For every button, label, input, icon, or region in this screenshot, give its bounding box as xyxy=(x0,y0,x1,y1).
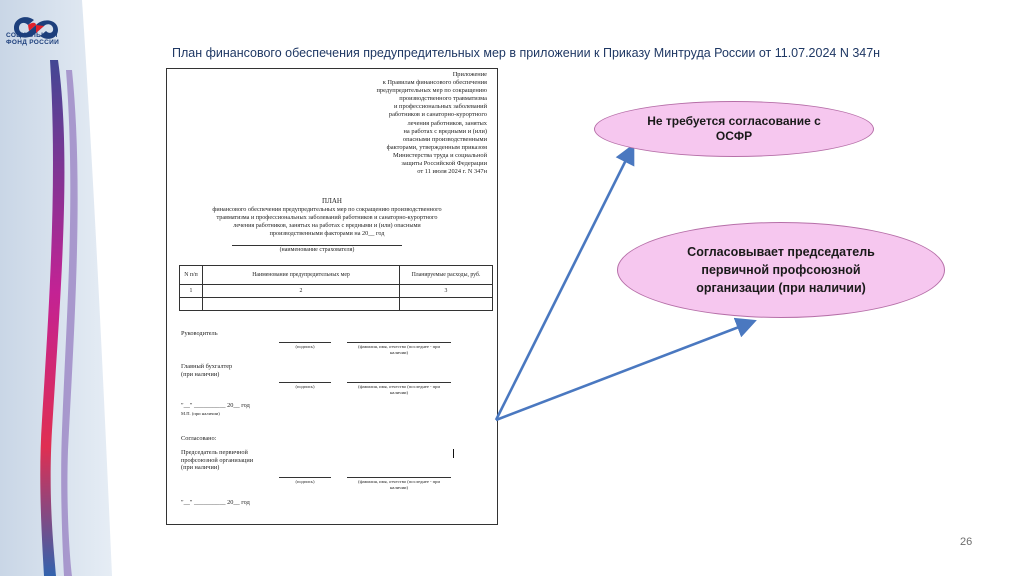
head-label: Руководитель xyxy=(181,330,218,337)
table-cell: 3 xyxy=(400,285,493,298)
table-cell: 1 xyxy=(180,285,203,298)
plan-subtitle-line: лечения работников, занятых на работах с вредными и (или) опасными xyxy=(233,221,421,229)
chairman-label-line: (при наличии) xyxy=(181,464,220,471)
plan-subtitle-line: травматизма и профессиональных заболеваний работников и санаторно-курортного xyxy=(216,213,438,221)
callout-union-approval xyxy=(617,222,945,318)
callout-union-approval-text: Согласовывает председатель первичной профсоюзной организации (при наличии) xyxy=(687,245,875,295)
appendix-line: производственного травматизма xyxy=(399,95,487,103)
name-caption-line: (фамилия, имя, отчество (последнее - при xyxy=(358,344,440,349)
name-caption-line: наличии) xyxy=(389,484,409,490)
stamp-note: М.П. (при наличии) xyxy=(181,411,220,416)
appendix-line: лечения работников, занятых xyxy=(407,119,487,127)
signature-caption: (подпись) xyxy=(295,384,315,389)
insurer-caption: (наименование страхователя) xyxy=(279,247,355,253)
appendix-line: предупредительных мер по сокращению xyxy=(376,87,487,95)
logo-line-2: ФОНД РОССИИ xyxy=(6,39,60,46)
arrow-to-bottom-callout xyxy=(496,322,752,420)
appendix-line: от 11 июля 2024 г. N 347н xyxy=(417,168,487,176)
appendix-line: и профессиональных заболеваний xyxy=(394,103,487,111)
appendix-line: на работах с вредными и (или) xyxy=(403,127,487,135)
plan-subtitle-line: финансового обеспечения предупредительных мер по сокращению производственного xyxy=(212,206,442,213)
date-line-2: "__" __________ 20__ год xyxy=(181,499,250,506)
table-header: N п/п xyxy=(180,266,203,285)
name-caption-line: (фамилия, имя, отчество (последнее - при xyxy=(358,479,440,484)
table-cell: 2 xyxy=(203,285,400,298)
date-line: "__" __________ 20__ год xyxy=(181,402,250,409)
name-caption-line: наличии) xyxy=(389,349,409,355)
plan-subtitle-line: производственными факторами на 20__ год xyxy=(269,229,385,237)
signature-caption: (подпись) xyxy=(295,344,315,349)
appendix-line: к Правилам финансового обеспечения xyxy=(382,79,487,87)
logo-line-1: СОЦИАЛЬНЫЙ xyxy=(6,32,58,39)
table-header: Планируемые расходы, руб. xyxy=(400,266,493,285)
name-caption-line: наличии) xyxy=(389,389,409,395)
name-caption-line: (фамилия, имя, отчество (последнее - при xyxy=(358,384,440,389)
agreed-label: Согласовано: xyxy=(181,435,217,442)
table-header: Наименование предупредительных мер xyxy=(203,266,400,285)
appendix-line: защиты Российской Федерации xyxy=(401,160,487,168)
plan-title: ПЛАН xyxy=(322,197,342,205)
accountant-label-line: Главный бухгалтер xyxy=(181,363,233,370)
appendix-line: факторами, утвержденным приказом xyxy=(386,143,487,151)
accountant-label-line: (при наличии) xyxy=(181,370,220,378)
callout-no-approval xyxy=(594,101,874,157)
page-number: 26 xyxy=(960,536,973,548)
chairman-label-line: профсоюзной организации xyxy=(181,456,254,464)
slide-title: План финансового обеспечения предупредительных мер в приложении к Приказу Минтруда России от 11.07.2024 N 347н xyxy=(172,46,881,60)
appendix-line: Приложение xyxy=(452,71,487,78)
callout-no-approval-text: Не требуется согласование с ОСФР xyxy=(647,114,821,143)
signature-caption: (подпись) xyxy=(295,479,315,484)
chairman-label-line: Председатель первичной xyxy=(181,449,248,456)
appendix-line: Министерства труда и социальной xyxy=(393,151,487,159)
arrow-to-top-callout xyxy=(496,148,632,420)
appendix-line: опасными производственными xyxy=(402,135,487,143)
appendix-line: работников и санаторно-курортного xyxy=(388,111,487,119)
